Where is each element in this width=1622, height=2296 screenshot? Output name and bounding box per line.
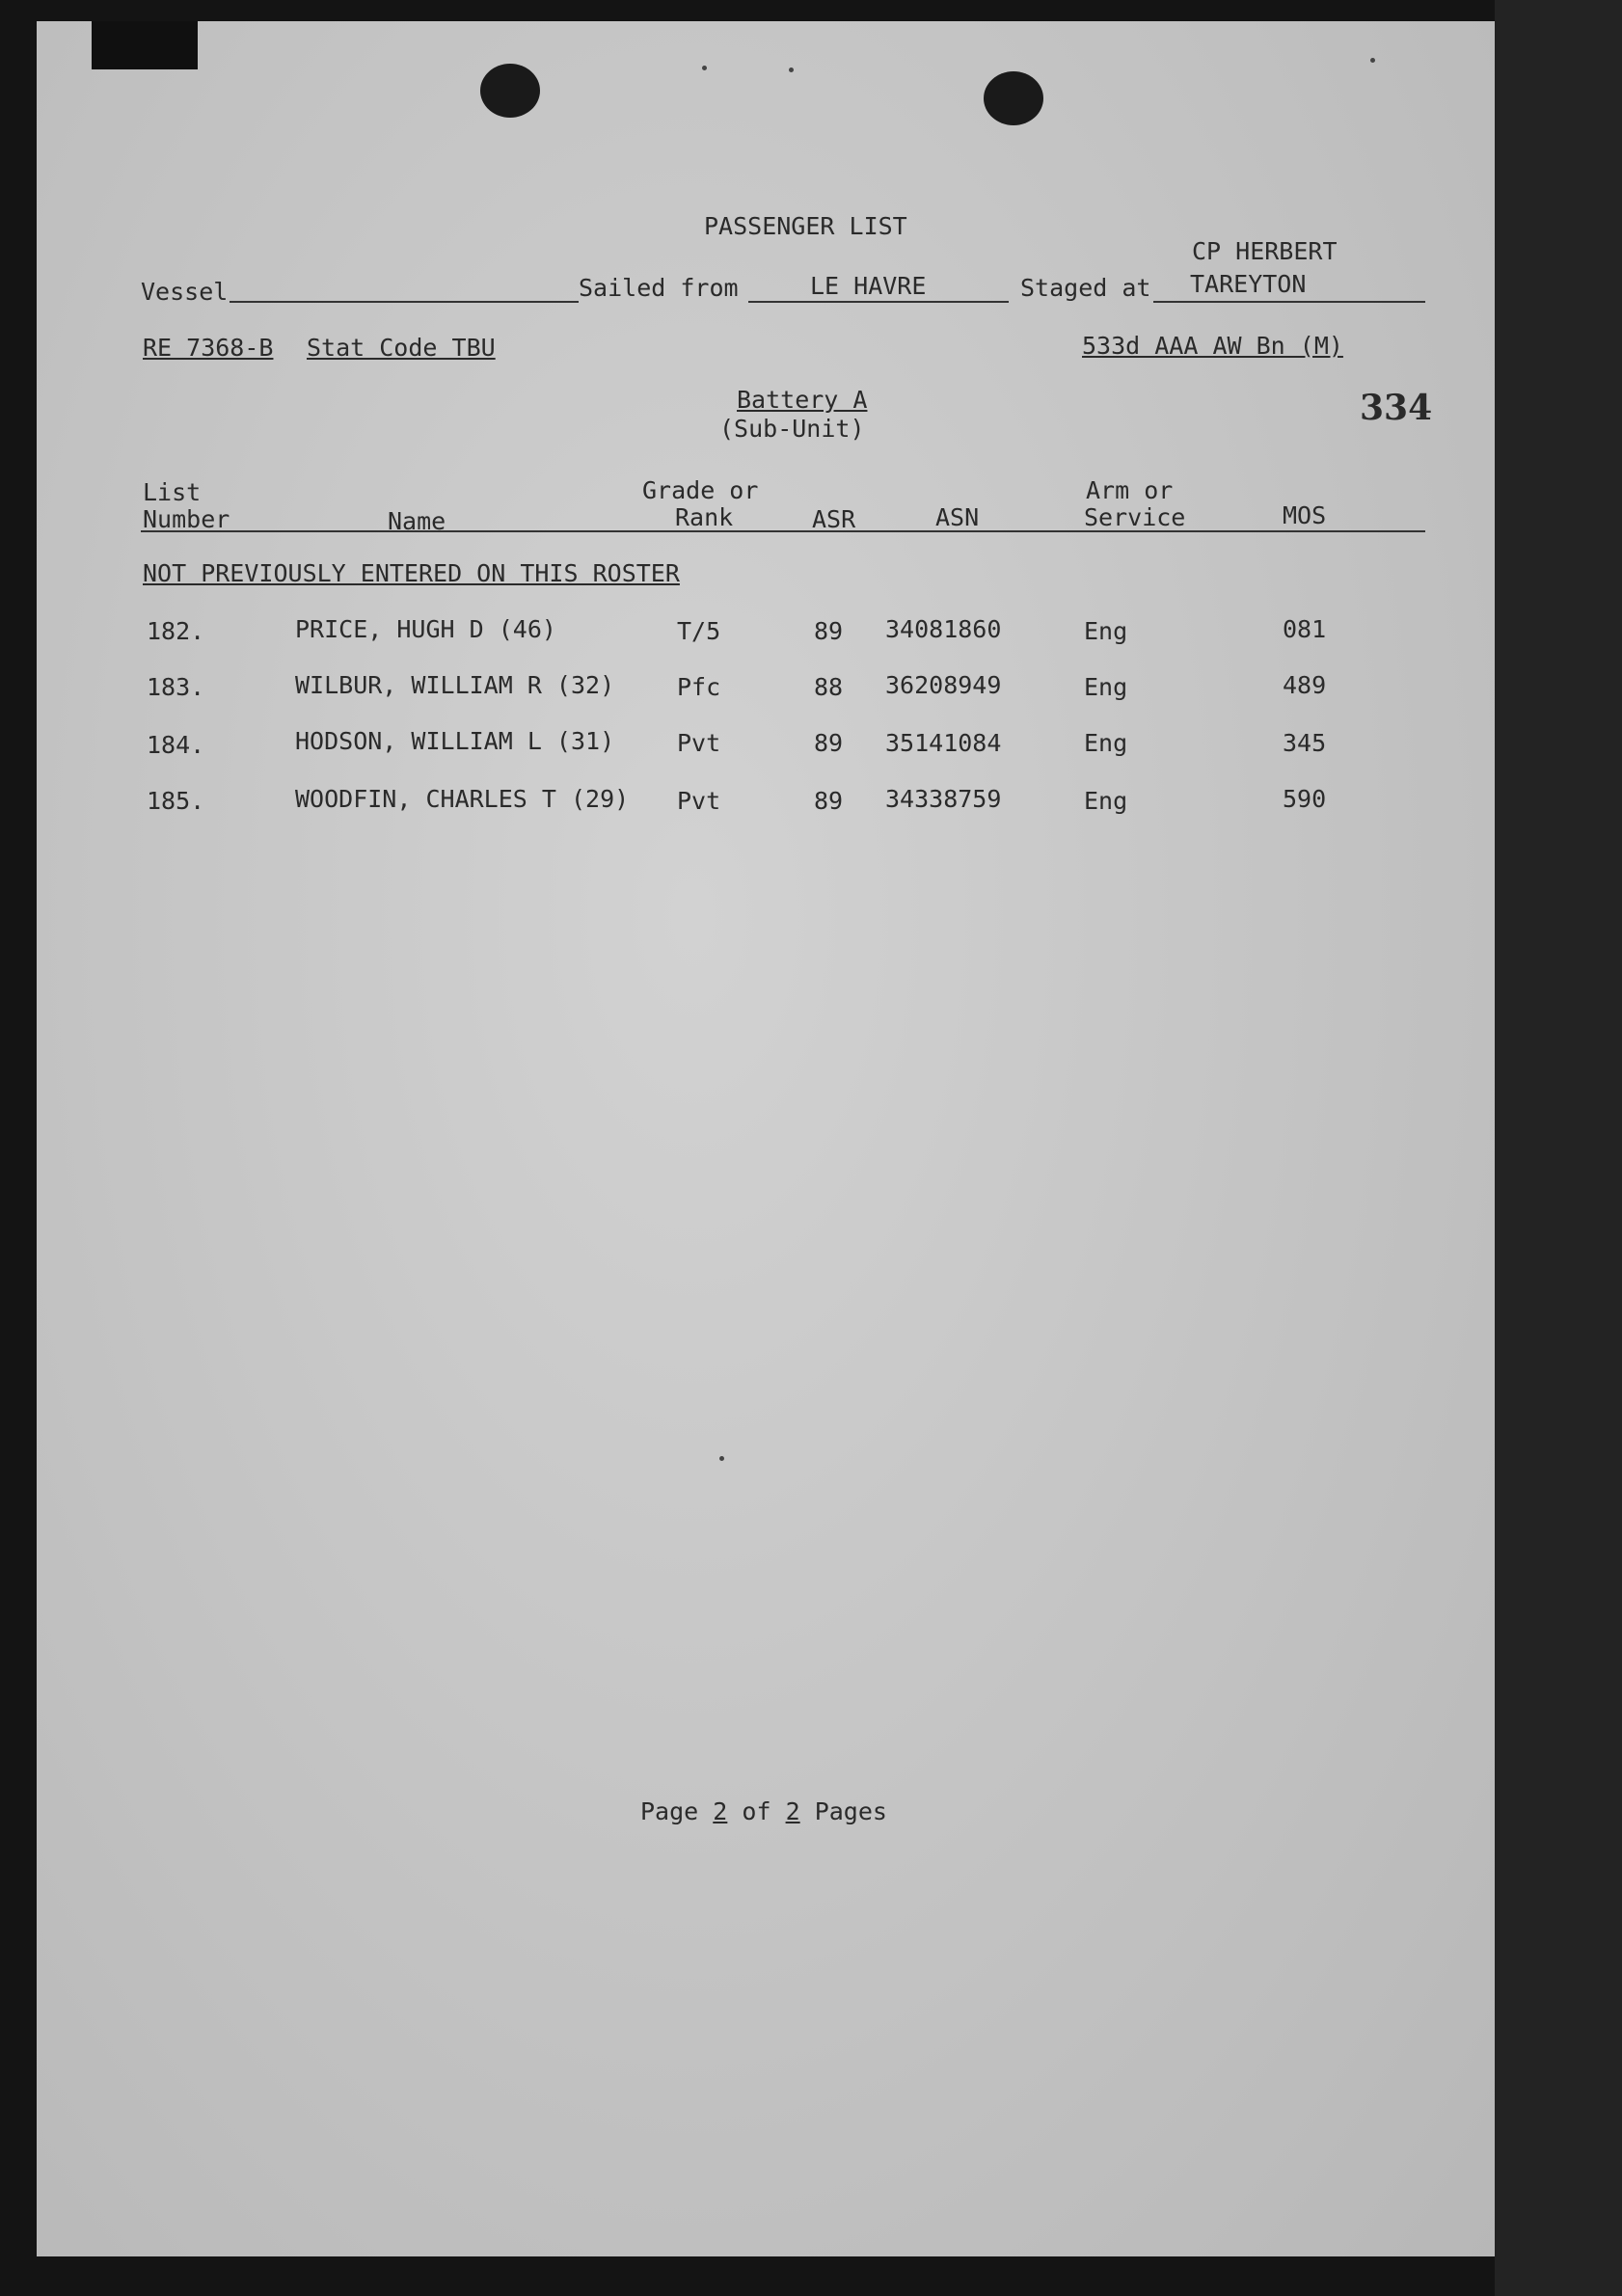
row-asr: 89 [814,729,844,757]
sub-unit-name: Battery A [737,386,868,414]
row-arm: Eng [1084,673,1128,701]
stat-code: Stat Code TBU [307,334,496,362]
speck [702,66,707,70]
row-asn: 34081860 [885,615,1002,643]
row-grade: Pvt [677,787,721,815]
row-mos: 590 [1283,785,1327,813]
tape-mark [92,21,198,69]
speck [719,1456,724,1461]
sailed-from-line [748,301,1009,303]
footer-pages-word: Pages [814,1797,887,1825]
row-name: WOODFIN, CHARLES T (29) [295,785,630,813]
document-title: PASSENGER LIST [704,212,907,240]
staged-at-label: Staged at [1020,274,1151,302]
col-name: Name [388,507,446,535]
header-rule [141,530,1425,532]
col-arm-line2: Service [1084,503,1186,531]
row-grade: Pfc [677,673,721,701]
col-list-line1: List [143,478,202,506]
staged-at-line2: TAREYTON [1190,270,1307,298]
col-grade-line2: Rank [675,503,734,531]
row-mos: 081 [1283,615,1327,643]
unit-designation: 533d AAA AW Bn (M) [1082,332,1343,360]
col-mos: MOS [1283,501,1327,529]
row-arm: Eng [1084,617,1128,645]
vessel-line [230,301,579,303]
row-grade: T/5 [677,617,721,645]
col-list-line2: Number [143,505,230,533]
footer-page-word: Page [640,1797,699,1825]
row-number: 182. [147,617,205,645]
sailed-from-value: LE HAVRE [810,272,927,300]
row-asn: 35141084 [885,729,1002,757]
page-stamp-number: 334 [1360,388,1433,428]
row-name: WILBUR, WILLIAM R (32) [295,671,615,699]
punch-hole-right [984,71,1043,125]
footer-total-pages: 2 [785,1797,800,1825]
section-heading: NOT PREVIOUSLY ENTERED ON THIS ROSTER [143,559,680,587]
col-grade-line1: Grade or [642,476,759,504]
row-name: PRICE, HUGH D (46) [295,615,556,643]
row-asr: 88 [814,673,844,701]
punch-hole-left [480,64,540,118]
row-number: 185. [147,787,205,815]
col-asr: ASR [812,505,856,533]
row-mos: 345 [1283,729,1327,757]
row-number: 183. [147,673,205,701]
row-number: 184. [147,731,205,759]
footer-current-page: 2 [713,1797,728,1825]
row-asn: 34338759 [885,785,1002,813]
sub-unit-label: (Sub-Unit) [719,415,865,443]
row-arm: Eng [1084,729,1128,757]
speck [1370,58,1375,63]
staged-at-line1: CP HERBERT [1192,237,1338,265]
row-asn: 36208949 [885,671,1002,699]
scan-edge-shadow [1495,0,1622,2296]
staged-at-line [1153,301,1425,303]
row-mos: 489 [1283,671,1327,699]
col-asn: ASN [935,503,980,531]
row-arm: Eng [1084,787,1128,815]
page-footer [640,1799,887,1823]
row-grade: Pvt [677,729,721,757]
document-page [37,21,1495,2256]
sailed-from-label: Sailed from [579,274,739,302]
speck [789,68,794,72]
row-asr: 89 [814,787,844,815]
footer-of-word: of [742,1797,771,1825]
re-code: RE 7368-B [143,334,274,362]
row-asr: 89 [814,617,844,645]
vessel-label: Vessel [141,278,229,306]
col-arm-line1: Arm or [1086,476,1174,504]
row-name: HODSON, WILLIAM L (31) [295,727,615,755]
